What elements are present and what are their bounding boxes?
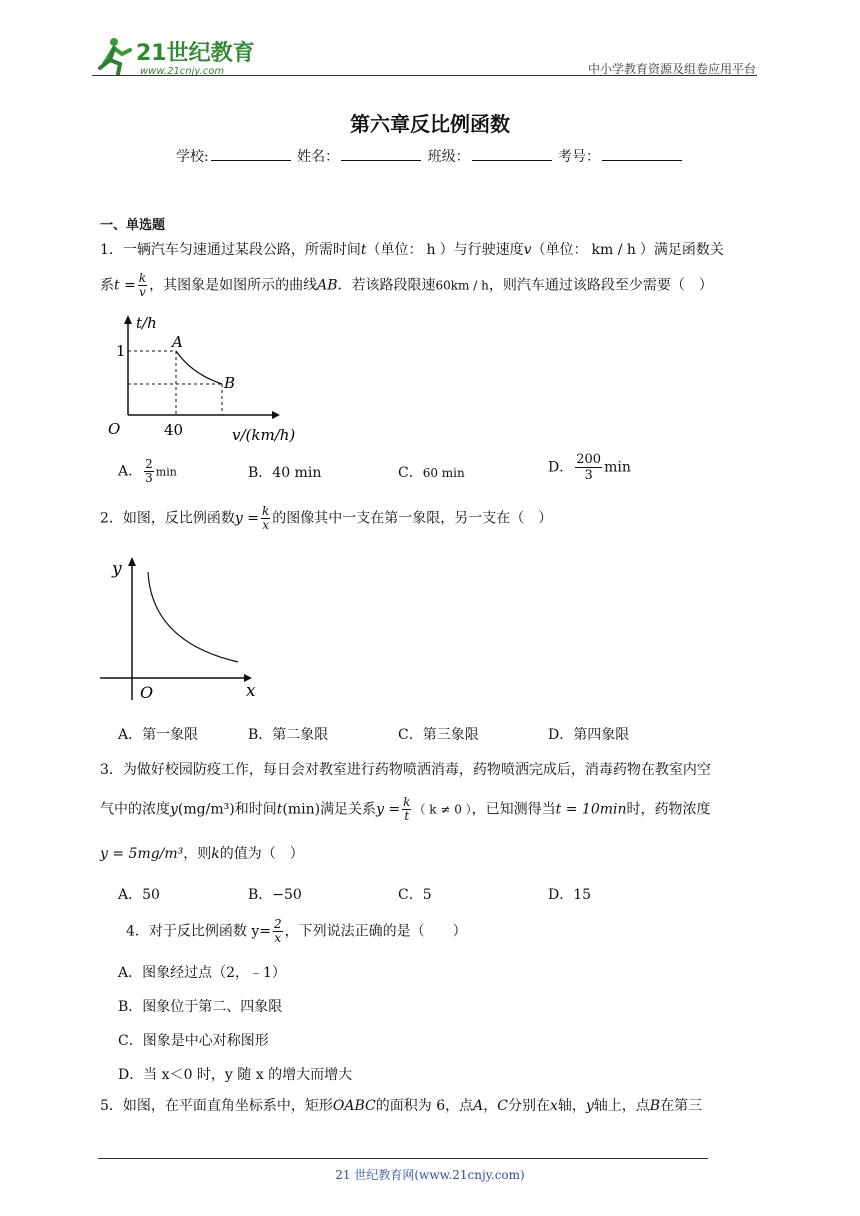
q3-option-a[interactable]: A．50	[118, 887, 160, 903]
q3-line3: y = 5mg/m³，则k的值为（ ）	[100, 846, 304, 862]
footer-divider	[98, 1158, 708, 1159]
q1-option-c[interactable]: C．60 min	[398, 465, 465, 481]
svg-text:O: O	[108, 420, 121, 438]
exam-no-label: 考号：	[558, 149, 601, 165]
q3-option-d[interactable]: D．15	[548, 887, 592, 903]
q4-option-d[interactable]: D．当 x＜0 时，y 随 x 的增大而增大	[118, 1067, 353, 1083]
exam-no-blank[interactable]	[602, 148, 682, 161]
svg-text:y: y	[112, 559, 122, 579]
q5-stem: 5．如图，在平面直角坐标系中，矩形OABC的面积为 6，点A，C分别在x轴，y轴上，点B在第三	[100, 1098, 703, 1114]
footer-link[interactable]: 21 世纪教育网(www.21cnjy.com)	[335, 1168, 525, 1182]
q2-graph	[96, 552, 266, 702]
name-label: 姓名：	[297, 149, 340, 165]
q1-line2: 系t = $\frac{k}{v}$ ，其图象是如图所示的曲线AB．若该路段限速60km / h，则汽车通过该路段至少需要（ ）	[100, 271, 713, 299]
q2-option-b[interactable]: B．第二象限	[248, 727, 329, 743]
svg-text:1: 1	[116, 342, 126, 360]
class-blank[interactable]	[472, 148, 552, 161]
q4-option-b[interactable]: B．图象位于第二、四象限	[118, 999, 283, 1015]
q4-option-a[interactable]: A．图象经过点（2，﹣1）	[118, 965, 286, 981]
name-blank[interactable]	[341, 148, 421, 161]
page-title: 第六章反比例函数	[350, 112, 510, 136]
q2-option-a[interactable]: A．第一象限	[118, 727, 199, 743]
q2-option-c[interactable]: C．第三象限	[398, 727, 479, 743]
svg-text:v/(km/h): v/(km/h)	[232, 426, 296, 444]
logo-runner-icon	[96, 34, 256, 78]
svg-text:O: O	[140, 683, 154, 702]
school-blank[interactable]	[211, 148, 291, 161]
header-divider	[92, 75, 757, 76]
svg-text:A: A	[172, 333, 183, 351]
class-label: 班级：	[427, 149, 470, 165]
q1-curve	[176, 351, 222, 384]
q1-graph	[96, 310, 306, 445]
q3-line1: 3．为做好校园防疫工作，每日会对教室进行药物喷洒消毒，药物喷洒完成后，消毒药物在教室内空	[100, 762, 711, 778]
svg-text:B: B	[224, 374, 236, 392]
svg-text:40: 40	[164, 421, 184, 439]
q1-option-a[interactable]: A． $\frac{2}{3}$ min	[118, 457, 177, 485]
student-info-fields	[0, 146, 860, 166]
q1-option-b[interactable]: B．40 min	[248, 465, 322, 481]
svg-text:t/h: t/h	[136, 314, 157, 332]
q3-line2: 气中的浓度y(mg/m³)和时间t(min)满足关系y = $\frac{k}{t}$ （ k ≠ 0 ），已知测得当t = 10min时，药物浓度	[100, 795, 711, 823]
q1-option-d[interactable]: D． $\frac{200}{3}$ min	[548, 452, 631, 483]
q2-option-d[interactable]: D．第四象限	[548, 727, 630, 743]
logo-url: www.21cnjy.com	[140, 66, 225, 77]
q2-curve	[148, 572, 238, 662]
school-label: 学校:	[175, 149, 209, 165]
q4-option-c[interactable]: C．图象是中心对称图形	[118, 1033, 269, 1049]
section-heading: 一、单选题	[100, 218, 166, 233]
svg-text:x: x	[246, 681, 256, 701]
q4-stem: 4．对于反比例函数 y= $\frac{2}{x}$ ，下列说法正确的是（ ）	[126, 917, 467, 945]
q3-option-b[interactable]: B．−50	[248, 887, 302, 903]
q1-line1: 1．一辆汽车匀速通过某段公路，所需时间t（单位： h ）与行驶速度v（单位： km / h ）满足函数关	[100, 242, 724, 258]
platform-name: 中小学教育资源及组卷应用平台	[587, 62, 756, 76]
q3-option-c[interactable]: C．5	[398, 887, 432, 903]
logo-text: 21世纪教育	[136, 41, 255, 66]
q2-stem: 2．如图，反比例函数y = $\frac{k}{x}$ 的图像其中一支在第一象限，另一支在（ ）	[100, 504, 553, 532]
